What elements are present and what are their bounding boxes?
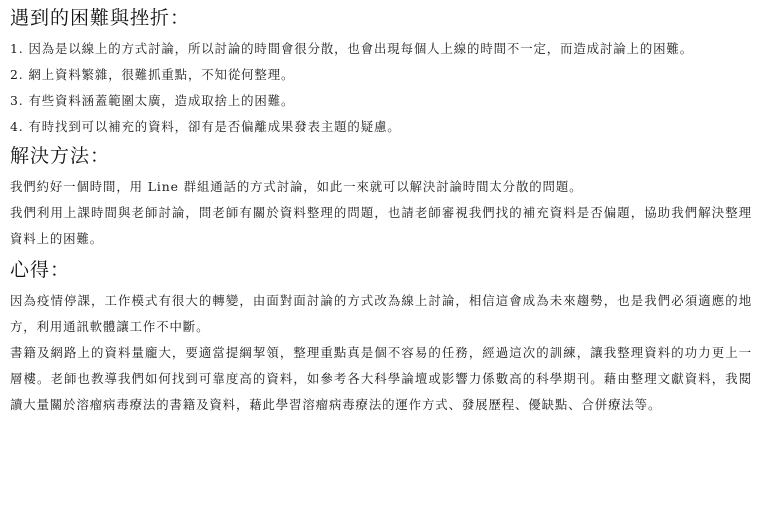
solution-paragraph-2: 我們利用上課時間與老師討論，問老師有關於資料整理的問題，也請老師審視我們找的補充資料是否偏題，協助我們解決整理資料上的困難。	[10, 205, 752, 246]
difficulty-item-1: 1. 因為是以線上的方式討論，所以討論的時間會很分散，也會出現每個人上線的時間不一定，而造成討論上的困難。	[10, 41, 693, 56]
difficulties-heading: 遇到的困難與挫折：	[10, 7, 191, 29]
solutions-section	[10, 144, 752, 252]
reflection-paragraph-1: 因為疫情停課，工作模式有很大的轉變，由面對面討論的方式改為線上討論，相信這會成為未來趨勢，也是我們必須適應的地方，利用通訊軟體讓工作不中斷。	[10, 293, 752, 334]
reflections-section	[10, 258, 752, 418]
reflections-body	[10, 288, 752, 418]
difficulties-section	[10, 6, 752, 140]
difficulty-item-3: 3. 有些資料涵蓋範圍太廣，造成取捨上的困難。	[10, 93, 295, 108]
solutions-body	[10, 174, 752, 252]
reflections-heading: 心得：	[10, 259, 71, 281]
reflection-paragraph-2: 書籍及網路上的資料量龐大，要適當提綱挈領，整理重點真是個不容易的任務，經過這次的訓練，讓我整理資料的功力更上一層樓。老師也教導我們如何找到可靠度高的資料，如參考各大科學論壇或影響力係數高的科學期刊。藉由整理文獻資料，我閱讀大量關於溶瘤病毒療法的書籍及資料，藉此學習溶瘤病毒療法的運作方式、發展歷程、優缺點、合併療法等。	[10, 345, 752, 412]
difficulty-item-4: 4. 有時找到可以補充的資料，卻有是否偏離成果發表主題的疑慮。	[10, 119, 401, 134]
difficulty-item-2: 2. 網上資料繁雜，很難抓重點，不知從何整理。	[10, 67, 295, 82]
solution-paragraph-1: 我們約好一個時間，用 Line 群組通話的方式討論，如此一來就可以解決討論時間太分散的問題。	[10, 179, 583, 194]
difficulties-list	[10, 36, 752, 140]
solutions-heading: 解決方法：	[10, 145, 111, 167]
